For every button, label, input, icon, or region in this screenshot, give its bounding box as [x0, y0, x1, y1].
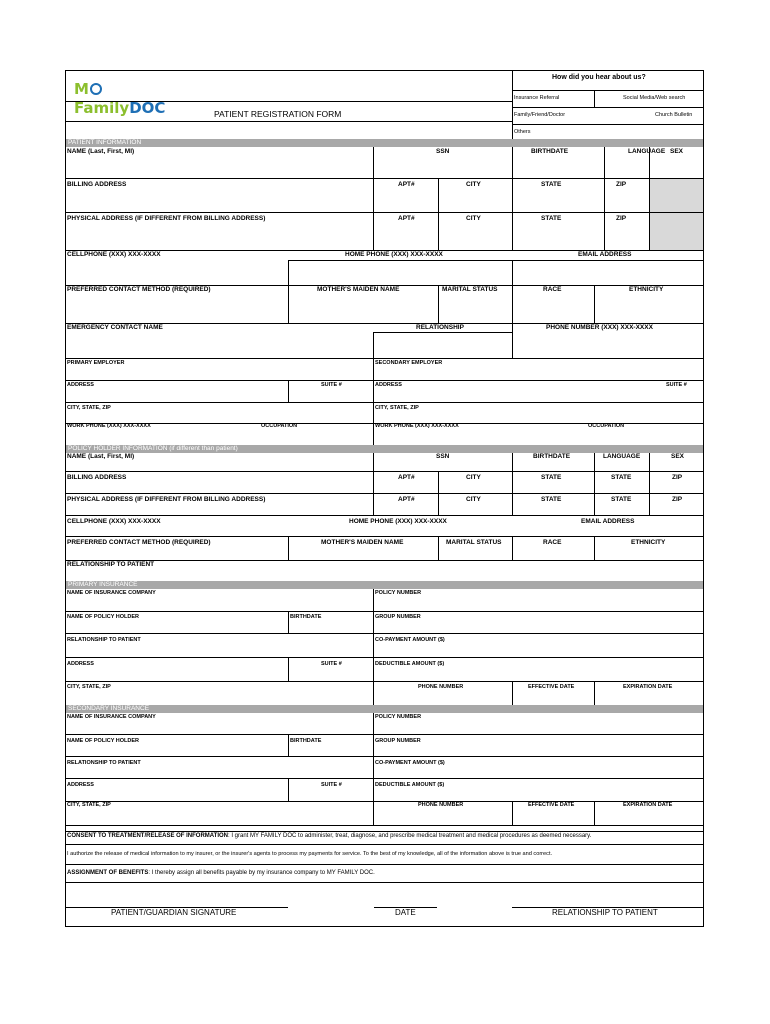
holder-cell-label: CELLPHONE (XXX) XXX-XXXX [67, 518, 161, 525]
secondary-address-label: ADDRESS [67, 782, 94, 788]
secondary-deductible-label: DEDUCTIBLE AMOUNT ($) [375, 782, 445, 788]
divider [594, 801, 595, 825]
patient-email-label: EMAIL ADDRESS [578, 251, 632, 258]
registration-form [65, 70, 704, 927]
divider [288, 778, 289, 801]
divider [66, 402, 703, 403]
divider [66, 882, 703, 883]
emergency-relationship-label: RELATIONSHIP [416, 324, 464, 331]
holder-apt2-label: APT# [398, 496, 415, 503]
patient-ethnicity-label: ETHNICITY [629, 286, 664, 293]
holder-home-phone-label: HOME PHONE (XXX) XXX-XXXX [349, 518, 447, 525]
divider [288, 536, 289, 560]
my-family-doc-logo: MFamilyDOC [74, 80, 166, 117]
divider [649, 453, 650, 515]
divider [288, 260, 512, 261]
secondary-birthdate-label: BIRTHDATE [290, 738, 322, 744]
divider [604, 147, 605, 250]
option-others[interactable]: Others [514, 129, 531, 135]
holder-email-label: EMAIL ADDRESS [581, 518, 635, 525]
divider [594, 453, 595, 515]
holder-state2-b-label: STATE [611, 496, 632, 503]
divider [373, 332, 512, 333]
employer-address-label: ADDRESS [67, 382, 94, 388]
patient-birthdate-label: BIRTHDATE [531, 148, 569, 155]
option-social-media[interactable]: Social Media/Web search [623, 95, 686, 101]
holder-name-label: NAME (Last, First, MI) [67, 453, 135, 460]
patient-city-label: CITY [466, 181, 481, 188]
divider [512, 681, 513, 705]
holder-city-label: CITY [466, 474, 481, 481]
divider [512, 536, 513, 560]
shaded-cell [650, 179, 703, 250]
holder-maiden-label: MOTHER'S MAIDEN NAME [321, 539, 404, 546]
primary-policy-number-label: POLICY NUMBER [375, 590, 422, 596]
divider [594, 285, 595, 323]
divider [66, 831, 703, 832]
divider [66, 536, 703, 537]
emergency-phone-label: PHONE NUMBER (XXX) XXX-XXXX [546, 324, 653, 331]
patient-state2-label: STATE [541, 215, 562, 222]
divider [594, 90, 595, 107]
form-title: PATIENT REGISTRATION FORM [214, 109, 342, 119]
occupation-label: OCCUPATION [261, 423, 298, 429]
patient-physical-label: PHYSICAL ADDRESS (IF DIFFERENT FROM BILLING ADDRESS) [67, 215, 266, 222]
patient-city2-label: CITY [466, 215, 481, 222]
work-phone-label: WORK PHONE (XXX) XXX-XXXX [67, 423, 151, 429]
holder-language-label: LANGUAGE [603, 453, 641, 460]
option-insurance-referral[interactable]: Insurance Referral [514, 95, 560, 101]
divider [66, 778, 703, 779]
divider [512, 71, 513, 139]
holder-birthdate-label: BIRTHDATE [533, 453, 571, 460]
holder-city2-label: CITY [466, 496, 481, 503]
divider [66, 756, 703, 757]
divider [512, 453, 513, 515]
patient-apt2-label: APT# [398, 215, 415, 222]
holder-billing-label: BILLING ADDRESS [67, 474, 127, 481]
patient-apt-label: APT# [398, 181, 415, 188]
holder-relationship-label: RELATIONSHIP TO PATIENT [67, 561, 155, 568]
patient-cell-label: CELLPHONE (XXX) XXX-XXXX [67, 251, 161, 258]
divider [66, 212, 703, 213]
patient-race-label: RACE [543, 286, 562, 293]
primary-group-label: GROUP NUMBER [375, 614, 421, 620]
divider [512, 323, 513, 358]
divider [438, 285, 439, 323]
primary-expiration-label: EXPIRATION DATE [623, 684, 673, 690]
holder-ssn-label: SSN [436, 453, 450, 460]
divider [288, 285, 289, 323]
secondary-effective-label: EFFECTIVE DATE [528, 802, 575, 808]
section-primary-insurance: PRIMARY INSURANCE [66, 581, 703, 589]
patient-home-phone-label: HOME PHONE (XXX) XXX-XXXX [345, 251, 443, 258]
divider [438, 536, 439, 560]
divider [373, 453, 374, 471]
secondary-expiration-label: EXPIRATION DATE [623, 802, 673, 808]
employer2-csz-label: CITY, STATE, ZIP [375, 405, 419, 411]
section-patient-info: PATIENT INFORMATION [66, 139, 703, 147]
secondary-group-label: GROUP NUMBER [375, 738, 421, 744]
divider [594, 681, 595, 705]
work-phone2-label: WORK PHONE (XXX) XXX-XXXX [375, 423, 459, 429]
occupation2-label: OCCUPATION [588, 423, 625, 429]
patient-marital-label: MARITAL STATUS [442, 286, 498, 293]
holder-state-label: STATE [541, 474, 562, 481]
holder-sex-label: SEX [671, 453, 685, 460]
divider [438, 178, 439, 250]
assignment-statement: ASSIGNMENT OF BENEFITS: I thereby assign all benefits payable by my insurance company to MY FAMILY DOC. [67, 870, 375, 876]
secondary-relationship-label: RELATIONSHIP TO PATIENT [67, 760, 141, 766]
holder-race-label: RACE [543, 539, 562, 546]
employer-suite-label: SUITE # [321, 382, 342, 388]
holder-zip2-label: ZIP [672, 496, 683, 503]
patient-maiden-label: MOTHER'S MAIDEN NAME [317, 286, 400, 293]
patient-name-label: NAME (Last, First, MI) [67, 148, 135, 155]
divider [66, 734, 703, 735]
divider [66, 864, 703, 865]
divider [66, 681, 703, 682]
divider [66, 825, 703, 826]
patient-ssn-label: SSN [436, 148, 450, 155]
secondary-copay-label: CO-PAYMENT AMOUNT ($) [375, 760, 445, 766]
divider [66, 121, 512, 122]
primary-suite-label: SUITE # [321, 661, 342, 667]
divider [66, 560, 703, 561]
divider [66, 515, 703, 516]
relationship-to-patient-label: RELATIONSHIP TO PATIENT [552, 908, 658, 917]
divider [373, 713, 374, 825]
primary-holder-label: NAME OF POLICY HOLDER [67, 614, 140, 620]
secondary-holder-label: NAME OF POLICY HOLDER [67, 738, 140, 744]
consent-statement: CONSENT TO TREATMENT/RELEASE OF INFORMATION: I grant MY FAMILY DOC to administer, treat, diagnose, and prescribe medical treatment and medical procedures as deemed necessary. [67, 833, 592, 839]
divider [66, 493, 703, 494]
patient-language-label: LANGUAGE [628, 148, 666, 155]
divider [512, 124, 703, 125]
holder-contact-method-label: PREFERRED CONTACT METHOD (REQUIRED) [67, 539, 211, 546]
holder-ethnicity-label: ETHNICITY [631, 539, 666, 546]
divider [373, 147, 374, 178]
divider [66, 358, 703, 359]
employer2-suite-label: SUITE # [666, 382, 687, 388]
primary-address-label: ADDRESS [67, 661, 94, 667]
holder-state2-label: STATE [541, 496, 562, 503]
holder-marital-label: MARITAL STATUS [446, 539, 502, 546]
holder-apt-label: APT# [398, 474, 415, 481]
divider [66, 178, 703, 179]
divider [288, 260, 289, 285]
secondary-company-label: NAME OF INSURANCE COMPANY [67, 714, 156, 720]
holder-zip-label: ZIP [672, 474, 683, 481]
divider [66, 471, 703, 472]
divider [512, 260, 513, 285]
divider [288, 734, 289, 756]
divider [594, 536, 595, 560]
divider [512, 260, 703, 261]
divider [66, 844, 703, 845]
divider [288, 657, 289, 681]
primary-effective-label: EFFECTIVE DATE [528, 684, 575, 690]
primary-relationship-label: RELATIONSHIP TO PATIENT [67, 637, 141, 643]
divider [66, 801, 703, 802]
divider [373, 589, 374, 705]
divider [66, 633, 703, 634]
secondary-csz-label: CITY, STATE, ZIP [67, 802, 111, 808]
option-family-friend[interactable]: Family/Friend/Doctor [514, 112, 566, 118]
holder-physical-label: PHYSICAL ADDRESS (IF DIFFERENT FROM BILLING ADDRESS) [67, 496, 266, 503]
divider [512, 147, 513, 250]
divider [373, 332, 374, 358]
primary-company-label: NAME OF INSURANCE COMPANY [67, 590, 156, 596]
divider [66, 380, 703, 381]
divider [66, 657, 703, 658]
secondary-policy-number-label: POLICY NUMBER [375, 714, 422, 720]
primary-phone-label: PHONE NUMBER [418, 684, 464, 690]
employer-csz-label: CITY, STATE, ZIP [67, 405, 111, 411]
divider [512, 90, 703, 91]
patient-contact-method-label: PREFERRED CONTACT METHOD (REQUIRED) [67, 286, 211, 293]
stethoscope-icon [90, 83, 102, 95]
logo-underline [66, 101, 512, 102]
emergency-contact-label: EMERGENCY CONTACT NAME [67, 324, 163, 331]
date-label: DATE [395, 908, 416, 917]
primary-birthdate-label: BIRTHDATE [290, 614, 322, 620]
holder-state-b-label: STATE [611, 474, 632, 481]
patient-state-label: STATE [541, 181, 562, 188]
divider [66, 611, 703, 612]
patient-sex-label: SEX [670, 148, 684, 155]
secondary-phone-label: PHONE NUMBER [418, 802, 464, 808]
primary-deductible-label: DEDUCTIBLE AMOUNT ($) [375, 661, 445, 667]
section-secondary-insurance: SECONDARY INSURANCE [66, 705, 703, 713]
option-church-bulletin[interactable]: Church Bulletin [655, 112, 693, 118]
divider [288, 611, 289, 633]
primary-copay-label: CO-PAYMENT AMOUNT ($) [375, 637, 445, 643]
divider [373, 178, 374, 250]
divider [512, 285, 513, 323]
employer2-address-label: ADDRESS [375, 382, 402, 388]
secondary-employer-label: SECONDARY EMPLOYER [375, 360, 443, 366]
patient-zip2-label: ZIP [616, 215, 627, 222]
secondary-suite-label: SUITE # [321, 782, 342, 788]
section-policy-holder: POLICY HOLDER INFORMATION (if different than patient) [66, 445, 703, 453]
patient-billing-label: BILLING ADDRESS [67, 181, 127, 188]
primary-csz-label: CITY, STATE, ZIP [67, 684, 111, 690]
primary-employer-label: PRIMARY EMPLOYER [67, 360, 125, 366]
patient-zip-label: ZIP [616, 181, 627, 188]
divider [512, 801, 513, 825]
signature-label: PATIENT/GUARDIAN SIGNATURE [111, 908, 237, 917]
divider [288, 380, 289, 402]
hear-about-question: How did you hear about us? [552, 74, 646, 81]
release-statement: I authorize the release of medical information to my insurer, or the insurer's agents to process my payments for service. To the best of my knowledge, all of the information above is true and correct. [67, 851, 553, 857]
divider [512, 107, 703, 108]
